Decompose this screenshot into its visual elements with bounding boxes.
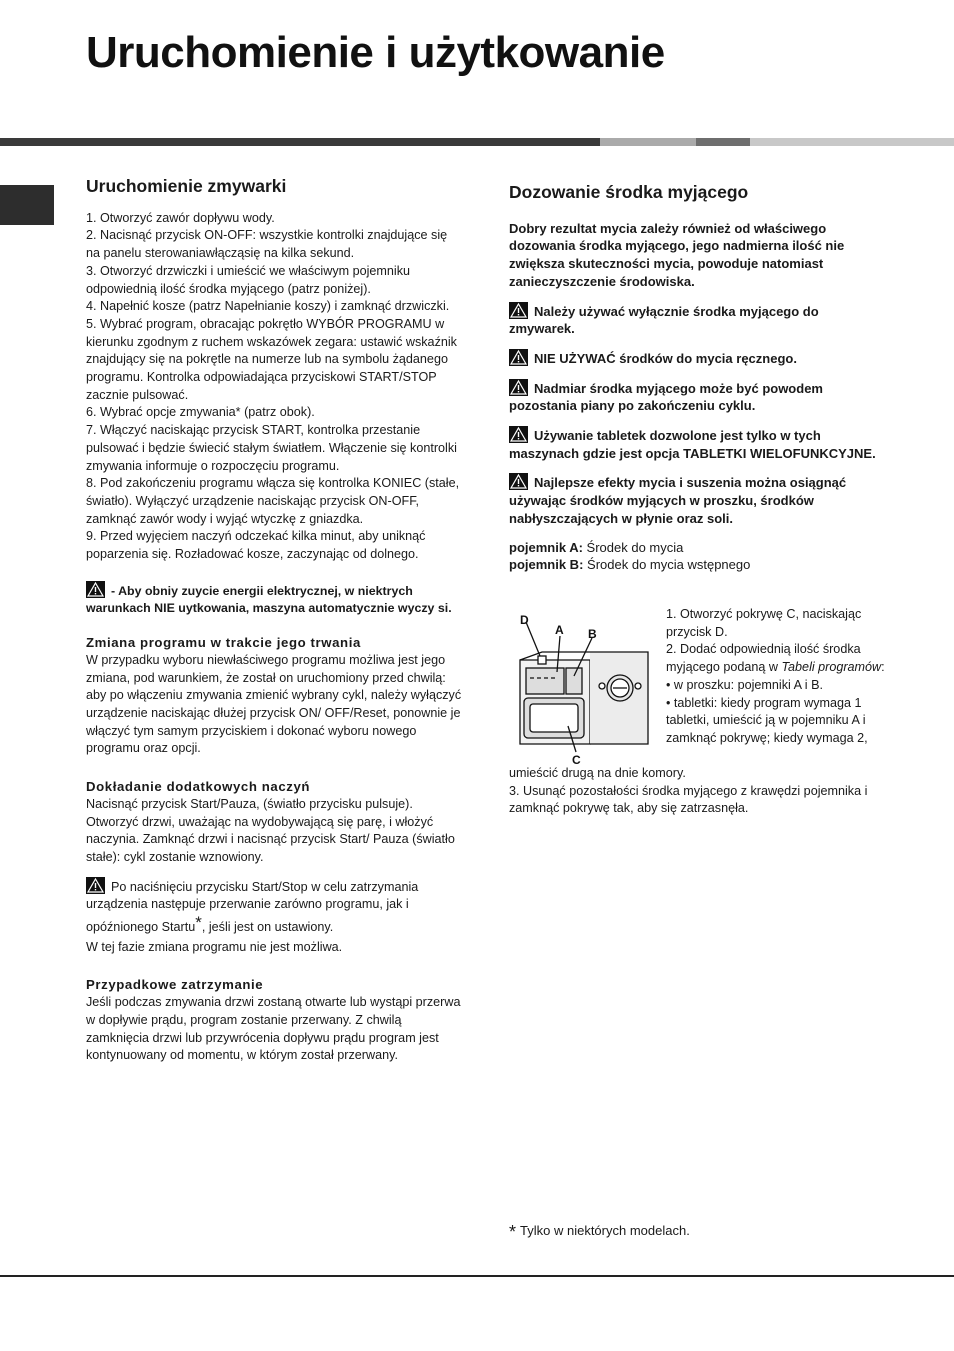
dosing-warning-1: [509, 302, 887, 338]
add-note: W tej fazie zmiana programu nie jest możliwa.: [86, 939, 343, 954]
footnote: [509, 1222, 690, 1243]
change-text: W przypadku wyboru niewłaściwego programu możliwa jest jego zmiana, pod warunkiem, że został on uruchomiony przed chwilą: aby po włączeniu zmywania zmienić wybrany cykl, należy wyłączyć urządzenie naciskając dłużej przycisk ON/ OFF/Reset, ponownie je włączyć tym samym przyciskiem i dokonać wyboru nowego programu oraz opcji.: [86, 652, 462, 756]
warning-icon: [509, 426, 528, 443]
warning-icon: [509, 473, 528, 490]
container-b-label: pojemnik B:: [509, 557, 584, 573]
container-a-text: Środek do mycia: [586, 539, 684, 555]
section-heading-change: Zmiana programu w trakcie jego trwania: [86, 635, 361, 651]
dosing-warning-3: [509, 379, 887, 415]
header-band-dark: [0, 138, 600, 146]
warning-icon: [509, 349, 528, 366]
header-band-mid: [696, 138, 750, 146]
dosing-warning-1-text: Należy używać wyłącznie środka myjącego do zmywarek.: [509, 303, 819, 337]
instruction-2-colon: :: [881, 660, 885, 675]
warning-icon: [509, 379, 528, 396]
add-warning: [86, 877, 464, 937]
dispenser-instructions-cont: [509, 765, 887, 818]
container-b-text: Środek do mycia wstępnego: [587, 557, 751, 573]
step-1: 1. Otworzyć zawór dopływu wody.: [86, 210, 275, 225]
header-band-light: [600, 138, 696, 146]
detergent-dispenser-diagram: [512, 608, 662, 768]
bullet-tablets: • tabletki: kiedy program wymaga 1 tabletki, umieścić ją w pojemniku A i zamknąć pokrywę; kiedy wymaga 2,: [666, 695, 868, 745]
dosing-warning-4-text: Używanie tabletek dozwolone jest tylko w tych maszynach gdzie jest opcja TABLETKI WIELOFUNKCYJNE.: [509, 428, 876, 461]
container-a-label: pojemnik A:: [509, 539, 583, 555]
diagram-label-d: D: [520, 613, 529, 627]
step-9: 9. Przed wyjęciem naczyń odczekać kilka minut, aby uniknąć poparzenia się. Rozładować kosze, zaczynając od dolnego.: [86, 529, 426, 562]
footnote-text: Tylko w niektórych modelach.: [520, 1223, 690, 1238]
dosing-warning-5: [509, 473, 887, 527]
step-3: 3. Otworzyć drzwiczki i umieścić we właściwym pojemniku odpowiednią ilość środka myjącego (patrz poniżej).: [86, 263, 411, 296]
diagram-label-b: B: [588, 627, 597, 641]
container-b: [509, 556, 887, 574]
dosing-warning-5-text: Najlepsze efekty mycia i suszenia można osiągnąć używając środków myjących w proszku, środków nabłyszczających w płynie oraz soli.: [509, 475, 847, 526]
header-band-pale: [750, 138, 954, 146]
programs-table-reference: Tabeli programów: [781, 660, 882, 675]
dispenser-instructions: [666, 606, 888, 748]
dosing-warning-3-text: Nadmiar środka myjącego może być powodem pozostania piany po zakończeniu cyklu.: [509, 380, 823, 414]
language-tab-marker: [0, 185, 54, 225]
dosing-intro: Dobry rezultat mycia zależy również od właściwego dozowania środka myjącego, jego nadmierna ilość nie zwiększa skuteczności mycia, powoduje natomiast zanieczyszczenie środowiska.: [509, 220, 845, 289]
container-a: [509, 539, 887, 557]
left-column: [86, 178, 464, 1065]
step-6: 6. Wybrać opcje zmywania* (patrz obok).: [86, 405, 315, 420]
energy-warning-text: - Aby obniy zuycie energii elektrycznej, w niektrych warunkach NIE uytkowania, maszyna automatycznie wyczy si.: [86, 583, 452, 616]
warning-icon: [86, 581, 105, 598]
bullet-tablets-cont: umieścić drugą na dnie komory.: [509, 766, 686, 780]
warning-icon: [86, 877, 105, 894]
dosing-warning-2: [509, 349, 887, 368]
diagram-label-c: C: [572, 753, 581, 767]
step-7: 7. Włączyć naciskając przycisk START, kontrolka przestanie pulsować i będzie świecić stałym światłem. Włączenie się kontrolki zmywania informuje o rozpoczęciu programu.: [86, 423, 457, 473]
step-5: 5. Wybrać program, obracając pokrętło WYBÓR PROGRAMU w kierunku zgodnym z ruchem wskazówek zegara: ustawić wskaźnik znajdujący się na pokrętle na numerze lub na symbolu żądanego programu. Kontrolka odpowiadająca przyciskowi START/STOP zacznie pulsować.: [86, 316, 457, 402]
right-column: [509, 184, 887, 574]
add-warning-text-end: , jeśli jest on ustawiony.: [201, 920, 334, 935]
diagram-label-a: A: [555, 623, 564, 637]
instruction-2: [666, 641, 888, 676]
step-2: 2. Nacisnąć przycisk ON-OFF: wszystkie kontrolki znajdujące się na panelu sterowaniawłącząsię na kilka sekund.: [86, 228, 448, 261]
section-heading-start: Uruchomienie zmywarki: [86, 176, 287, 196]
dosing-warning-4: [509, 426, 887, 462]
asterisk: *: [195, 913, 202, 933]
section-heading-stop: Przypadkowe zatrzymanie: [86, 977, 264, 993]
stop-text: Jeśli podczas zmywania drzwi zostaną otwarte lub wystąpi przerwa w dopływie prądu, program zostanie przerwany. Z chwilą zamknięcia drzwi lub przywrócenia dopływu prądu program jest kontynuowany od momentu, w którym został przerwany.: [86, 995, 461, 1063]
instruction-3: 3. Usunąć pozostałości środka myjącego z krawędzi pojemnika i zamknąć pokrywę tak, aby się zatrzasnęła.: [509, 783, 868, 816]
page-title: Uruchomienie i użytkowanie: [86, 28, 665, 77]
dosing-warning-2-text: NIE UŻYWAĆ środków do mycia ręcznego.: [534, 350, 797, 366]
section-heading-add: Dokładanie dodatkowych naczyń: [86, 779, 311, 795]
add-warning-text: Po naciśnięciu przycisku Start/Stop w celu zatrzymania urządzenia następuje przerwanie zarówno programu, jak i opóźnionego Startu: [86, 879, 419, 935]
warning-icon: [509, 302, 528, 319]
step-4: 4. Napełnić kosze (patrz Napełnianie koszy) i zamknąć drzwiczki.: [86, 299, 450, 314]
add-text: Nacisnąć przycisk Start/Pauza, (światło przycisku pulsuje). Otworzyć drzwi, uważając na wydobywającą się parę, i włożyć naczynia. Zamknąć drzwi i nacisnąć przycisk Start/ Pauza (światło stałe): cykl zostanie wznowiony.: [86, 796, 455, 864]
bottom-rule: [0, 1275, 954, 1277]
instruction-2-text: 2. Dodać odpowiednią ilość środka myjącego podaną w: [666, 642, 861, 675]
bullet-powder: • w proszku: pojemniki A i B.: [666, 677, 823, 692]
energy-warning: [86, 581, 464, 618]
step-8: 8. Pod zakończeniu programu włącza się kontrolka KONIEC (stałe, światło). Wyłączyć urządzenie naciskając przycisk ON-OFF, zamknąć zawór wody i wyjąć wtyczkę z gniazdka.: [86, 476, 460, 526]
instruction-1: 1. Otworzyć pokrywę C, naciskając przycisk D.: [666, 607, 862, 639]
footnote-asterisk: *: [509, 1222, 517, 1242]
section-heading-dosing: Dozowanie środka myjącego: [509, 182, 749, 202]
